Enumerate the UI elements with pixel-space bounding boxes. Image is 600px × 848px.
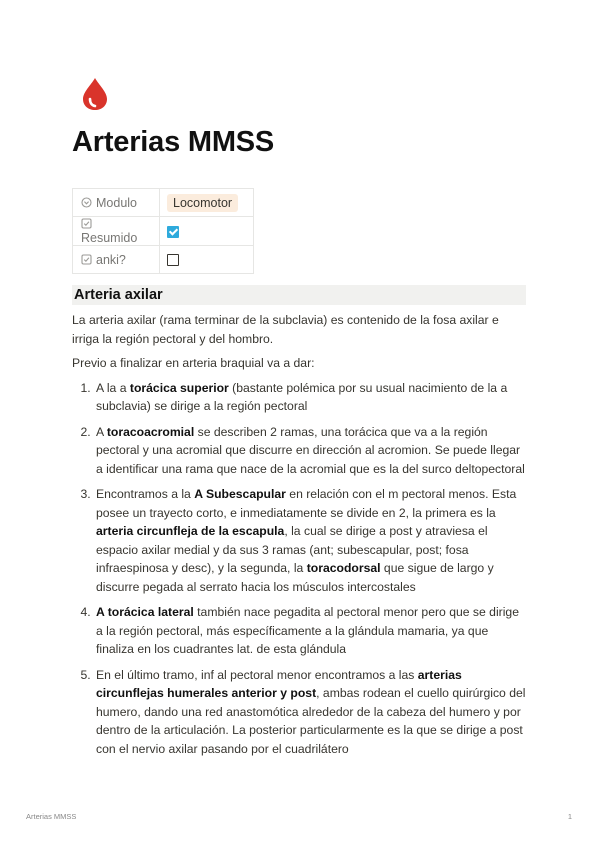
branches-list xyxy=(72,379,528,759)
footer-title: Arterias MMSS xyxy=(26,812,77,821)
property-row-modulo xyxy=(73,189,254,217)
list-item: 2. A toracoacromial se describen 2 ramas, una torácica que va a la región pectoral y una acromial que discurre en dirección al acromion. Se puede llegar a identificar una rama que nace de la acromial que es la del surco deltopectoral xyxy=(94,423,528,479)
anki-checkbox[interactable] xyxy=(167,254,179,266)
list-item: 1. A la a torácica superior (bastante polémica por su usual nacimiento de la a subclavia) se dirige a la región pectoral xyxy=(94,379,528,416)
section-heading: Arteria axilar xyxy=(72,285,526,305)
property-label: Resumido xyxy=(81,231,138,245)
property-name-resumido[interactable] xyxy=(73,217,160,246)
blood-drop-icon xyxy=(80,76,110,112)
list-item: 4. A torácica lateral también nace pegadita al pectoral menor pero que se dirige a la región pectoral, más específicamente a la glándula mamaria, ya que finaliza en los cuadrantes lat. de esta glándula xyxy=(94,603,528,659)
page-number: 1 xyxy=(567,812,572,821)
list-item: 5. En el último tramo, inf al pectoral menor encontramos a las arterias circunflejas humerales anterior y post, ambas rodean el cuello quirúrgico del humero, dando una red anastomótica alrededor de la cabeza del humero y por dentro de la articulación. La posterior particularmente es la que se dirige a post con el nervio axilar pasando por el cuadrilátero xyxy=(94,666,528,759)
property-name-modulo[interactable] xyxy=(73,189,160,217)
property-value-modulo[interactable] xyxy=(160,189,254,217)
select-icon xyxy=(81,197,92,208)
checkbox-property-icon xyxy=(81,254,92,265)
property-label: Modulo xyxy=(96,195,137,210)
intro-paragraph: Previo a finalizar en arteria braquial va a dar: xyxy=(72,356,315,370)
property-value-resumido xyxy=(160,217,254,246)
checkbox-property-icon xyxy=(81,218,92,229)
property-name-anki[interactable] xyxy=(73,246,160,274)
resumido-checkbox[interactable] xyxy=(167,226,179,238)
module-tag[interactable]: Locomotor xyxy=(167,194,238,212)
section-body xyxy=(72,311,528,765)
property-row-resumido xyxy=(73,217,254,246)
page-title: Arterias MMSS xyxy=(72,126,275,158)
list-item: 3. Encontramos a la A Subescapular en relación con el m pectoral menos. Esta posee un trayecto corto, e inmediatamente se divide en 2, la primera es la arteria circunfleja de la escapula, la cual se dirige a post y atraviesa el espacio axilar medial y da sus 3 ramas (ant; subescapular, post; fosa infraespinosa y desc), y la segunda, la toracodorsal que sigue de largo y discurre pegada al serrato hacia los músculos intercostales xyxy=(94,485,528,596)
properties-table xyxy=(72,188,254,274)
property-value-anki xyxy=(160,246,254,274)
intro-paragraph: La arteria axilar (rama terminar de la subclavia) es contenido de la fosa axilar e irriga la región pectoral y del hombro. xyxy=(72,313,499,346)
property-label: anki? xyxy=(96,252,126,267)
property-row-anki xyxy=(73,246,254,274)
